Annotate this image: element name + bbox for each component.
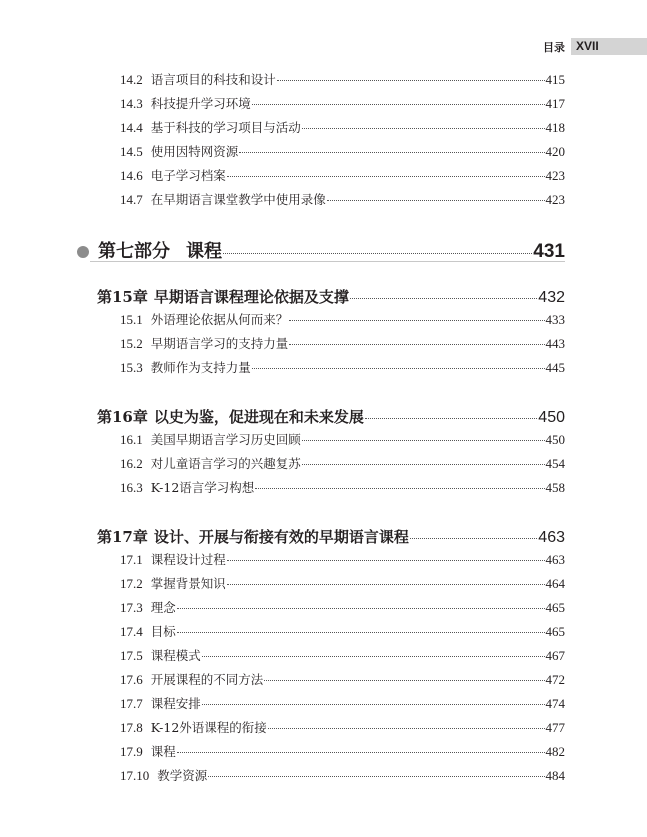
page-number: 417 xyxy=(545,96,565,111)
toc-part-entry[interactable] xyxy=(77,237,565,263)
section-title: 掌握背景知识 xyxy=(150,576,226,591)
leader-dots xyxy=(223,253,532,254)
page-number: 415 xyxy=(545,72,565,87)
part-title: 课程 xyxy=(186,241,222,262)
toc-entry[interactable] xyxy=(120,646,565,664)
toc-entry[interactable] xyxy=(120,118,565,136)
leader-dots xyxy=(177,608,545,609)
chapter-title: 早期语言课程理论依据及支撑 xyxy=(153,288,349,306)
section-title: 课程模式 xyxy=(150,648,201,663)
toc-entry[interactable] xyxy=(120,166,565,184)
section-title: 使用因特网资源 xyxy=(150,144,239,159)
toc-chapter-entry[interactable] xyxy=(97,286,565,307)
page-number: 464 xyxy=(545,576,565,591)
section-title: 在早期语言课堂教学中使用录像 xyxy=(150,192,326,207)
section-title: 课程安排 xyxy=(150,696,201,711)
page-number: 477 xyxy=(545,720,565,735)
section-title: 开展课程的不同方法 xyxy=(150,672,264,687)
leader-dots xyxy=(264,680,544,681)
leader-dots xyxy=(252,104,545,105)
section-title: 早期语言学习的支持力量 xyxy=(150,336,289,351)
section-number: 14.6 xyxy=(120,168,143,183)
section-number: 17.7 xyxy=(120,696,143,711)
leader-dots xyxy=(239,152,544,153)
page-number: 458 xyxy=(545,480,565,495)
section-number: 16.2 xyxy=(120,456,143,471)
section-title: 外语理论依据从何而来？ xyxy=(150,312,289,327)
part-divider xyxy=(90,261,565,262)
page-number: 467 xyxy=(545,648,565,663)
page-number: 423 xyxy=(545,192,565,207)
leader-dots xyxy=(208,776,544,777)
section-number: 15.2 xyxy=(120,336,143,351)
toc-entry[interactable] xyxy=(120,742,565,760)
section-number: 14.7 xyxy=(120,192,143,207)
leader-dots xyxy=(227,560,545,561)
leader-dots xyxy=(350,298,537,299)
section-title: K-12外语课程的衔接 xyxy=(150,720,267,735)
leader-dots xyxy=(177,752,545,753)
toc-entry[interactable] xyxy=(120,190,565,208)
section-number: 17.8 xyxy=(120,720,143,735)
toc-entry[interactable] xyxy=(120,430,565,448)
section-number: 17.10 xyxy=(120,768,150,783)
toc-entry[interactable] xyxy=(120,766,565,784)
toc-chapter-entry[interactable] xyxy=(97,406,565,427)
page-number: 418 xyxy=(545,120,565,135)
leader-dots xyxy=(302,128,545,129)
page-number: 474 xyxy=(545,696,565,711)
page-number: 450 xyxy=(545,432,565,447)
toc-entry[interactable] xyxy=(120,718,565,736)
page-number: 423 xyxy=(545,168,565,183)
section-number: 17.1 xyxy=(120,552,143,567)
section-title: 课程 xyxy=(150,744,176,759)
leader-dots xyxy=(410,538,537,539)
leader-dots xyxy=(302,464,545,465)
section-number: 16.3 xyxy=(120,480,143,495)
running-header xyxy=(543,38,647,55)
page-number: 450 xyxy=(538,409,565,426)
section-title: 美国早期语言学习历史回顾 xyxy=(150,432,301,447)
toc-entry[interactable] xyxy=(120,94,565,112)
toc-entry[interactable] xyxy=(120,478,565,496)
section-number: 17.5 xyxy=(120,648,143,663)
page-number: 432 xyxy=(538,289,565,306)
chapter-number: 第15章 xyxy=(97,288,148,306)
section-title: 对儿童语言学习的兴趣复苏 xyxy=(150,456,301,471)
section-number: 15.1 xyxy=(120,312,143,327)
leader-dots xyxy=(255,488,544,489)
leader-dots xyxy=(289,344,544,345)
section-number: 14.4 xyxy=(120,120,143,135)
section-number: 17.2 xyxy=(120,576,143,591)
section-title: 目标 xyxy=(150,624,176,639)
leader-dots xyxy=(227,584,545,585)
section-title: 教师作为支持力量 xyxy=(150,360,251,375)
page-number: 484 xyxy=(545,768,565,783)
section-title: 电子学习档案 xyxy=(150,168,226,183)
section-number: 17.3 xyxy=(120,600,143,615)
toc-entry[interactable] xyxy=(120,670,565,688)
page-number: 454 xyxy=(545,456,565,471)
leader-dots xyxy=(327,200,545,201)
section-title: 语言项目的科技和设计 xyxy=(150,72,276,87)
toc-entry[interactable] xyxy=(120,622,565,640)
section-title: 基于科技的学习项目与活动 xyxy=(150,120,301,135)
page-number: 433 xyxy=(545,312,565,327)
toc-entry[interactable] xyxy=(120,598,565,616)
part-bullet-icon xyxy=(77,246,89,258)
section-title: 科技提升学习环境 xyxy=(150,96,251,111)
section-number: 14.5 xyxy=(120,144,143,159)
leader-dots xyxy=(177,632,545,633)
chapter-title: 设计、开展与衔接有效的早期语言课程 xyxy=(153,528,409,546)
chapter-number: 第16章 xyxy=(97,408,148,426)
leader-dots xyxy=(365,418,537,419)
leader-dots xyxy=(277,80,545,81)
section-title: 课程设计过程 xyxy=(150,552,226,567)
section-title: 理念 xyxy=(150,600,176,615)
section-number: 14.2 xyxy=(120,72,143,87)
leader-dots xyxy=(202,656,545,657)
toc-entry[interactable] xyxy=(120,334,565,352)
toc-chapter-entry[interactable] xyxy=(97,526,565,547)
page-number: 420 xyxy=(545,144,565,159)
page-number: 465 xyxy=(545,600,565,615)
toc-entry[interactable] xyxy=(120,454,565,472)
section-title: K-12语言学习构想 xyxy=(150,480,255,495)
toc-entry[interactable] xyxy=(120,574,565,592)
section-number: 16.1 xyxy=(120,432,143,447)
section-number: 15.3 xyxy=(120,360,143,375)
toc-entry[interactable] xyxy=(120,310,565,328)
header-page-number: XVII xyxy=(571,38,647,55)
section-number: 14.3 xyxy=(120,96,143,111)
toc-entry[interactable] xyxy=(120,142,565,160)
leader-dots xyxy=(252,368,545,369)
header-label: 目录 xyxy=(543,40,565,54)
leader-dots xyxy=(302,440,545,441)
page-number: 463 xyxy=(545,552,565,567)
leader-dots xyxy=(289,320,544,321)
page-number: 443 xyxy=(545,336,565,351)
section-number: 17.4 xyxy=(120,624,143,639)
chapter-title: 以史为鉴，促进现在和未来发展 xyxy=(153,408,364,426)
leader-dots xyxy=(227,176,545,177)
section-title: 教学资源 xyxy=(157,768,208,783)
leader-dots xyxy=(268,728,545,729)
leader-dots xyxy=(202,704,545,705)
toc-entry[interactable] xyxy=(120,694,565,712)
section-number: 17.6 xyxy=(120,672,143,687)
chapter-number: 第17章 xyxy=(97,528,148,546)
page-number: 482 xyxy=(545,744,565,759)
page-number: 463 xyxy=(538,529,565,546)
toc-entry[interactable] xyxy=(120,550,565,568)
page-number: 465 xyxy=(545,624,565,639)
page-number: 445 xyxy=(545,360,565,375)
toc-entry[interactable] xyxy=(120,358,565,376)
section-number: 17.9 xyxy=(120,744,143,759)
page-number: 472 xyxy=(545,672,565,687)
toc-entry[interactable] xyxy=(120,70,565,88)
part-number: 第七部分 xyxy=(98,241,170,262)
page-number: 431 xyxy=(533,241,565,262)
